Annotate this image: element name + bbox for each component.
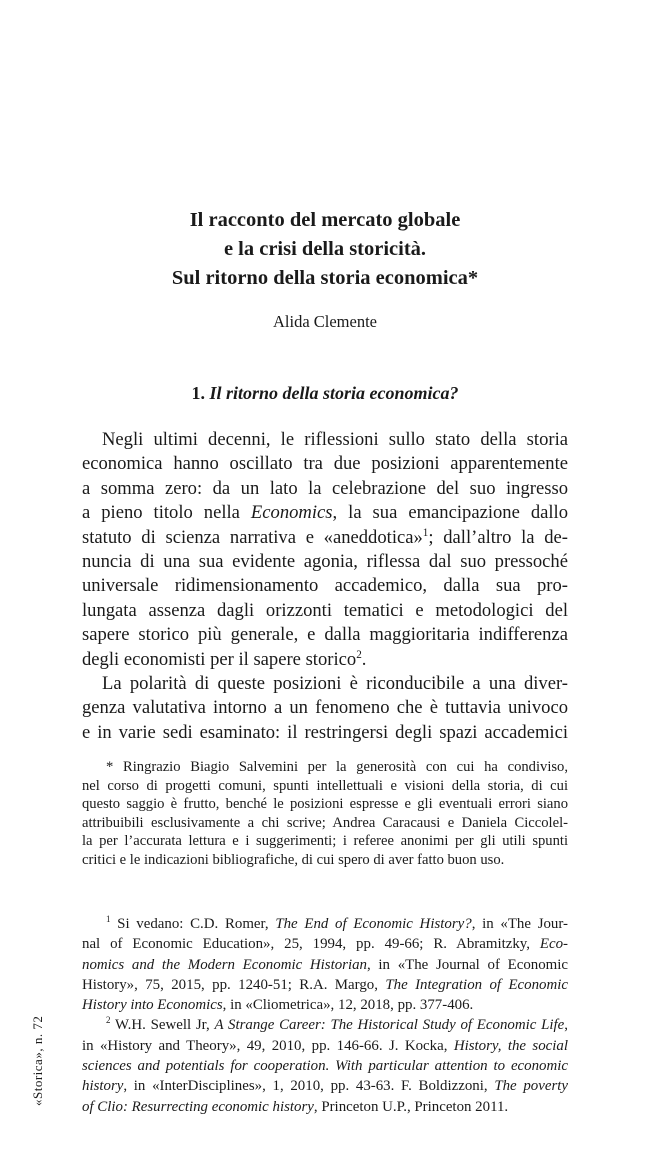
footnote-line: * Ringrazio Biagio Salvemini per la generosità con cui ha condiviso, — [106, 759, 568, 775]
title-line-1: Il racconto del mercato globale — [189, 209, 461, 231]
text-line: genza valutativa intorno a un fenomeno che è tuttavia univoco — [82, 697, 568, 719]
text-run: , — [564, 1017, 568, 1034]
text-run: , in «The Journal of Economic — [366, 956, 568, 973]
footnote-line: critici e le indicazioni bibliografiche, di cui spero di aver fatto buon uso. — [82, 851, 505, 868]
footnote-line: la per l’accurata lettura e i suggerimenti; i referee anonimi per gli utili spunti — [82, 833, 568, 849]
text-line: universale ridimensionamento accademico, dalla sua pro- — [82, 575, 568, 597]
author-name: Alida Clemente — [272, 312, 377, 331]
journal-running-footer: «Storica», n. 72 — [30, 1015, 45, 1106]
title-line-3: Sul ritorno della storia economica* — [171, 267, 479, 289]
italic-run: A Strange Career: The Historical Study of Economic Life — [214, 1017, 565, 1034]
text-line: lungata assenza dagli orizzonti tematici e metodologici del — [82, 599, 568, 621]
footnote-line — [82, 955, 568, 975]
text-run: ; dall’altro la de- — [428, 526, 568, 548]
footnote-number: 1 — [106, 914, 111, 925]
paragraph-2 — [82, 672, 568, 745]
footnote-line — [82, 1076, 568, 1096]
italic-run: Economics — [250, 502, 333, 524]
acknowledgement-footnote — [82, 758, 568, 869]
paragraph-1 — [82, 428, 568, 672]
footnote-1 — [82, 914, 568, 1015]
footnote-line: nel corso di progetti comuni, spunti intellettuali e visioni della storia, di cui — [82, 777, 568, 794]
footnote-ref-2[interactable]: 2 — [356, 648, 362, 661]
footnote-line — [82, 1015, 568, 1035]
title-line-2: e la crisi della storicità. — [223, 238, 427, 260]
text-run: , in «InterDisciplines», 1, 2010, pp. 43-63. F. Boldizzoni, — [123, 1078, 495, 1095]
text-run: statuto di scienza narrativa e «aneddotica» — [82, 526, 423, 548]
text-run: , la sua emancipazione dallo — [332, 502, 568, 524]
text-run: , in «The Jour- — [471, 916, 568, 932]
text-run: in «History and Theory», 49, 2010, pp. 146-66. J. Kocka, — [82, 1037, 454, 1054]
text-run: degli economisti per il sapere storico — [82, 648, 357, 670]
italic-run: The Integration of Economic — [385, 976, 568, 993]
italic-run: The poverty — [494, 1078, 568, 1095]
footnote-ref-1[interactable]: 1 — [422, 526, 429, 539]
footnote-line — [82, 995, 568, 1015]
text-run: nal of Economic Education», 25, 1994, pp. 49-66; R. Abramitzky, — [82, 936, 540, 953]
text-line — [82, 648, 568, 672]
footnote-line: attribuibili esclusivamente a chi scrive; Andrea Caracausi e Daniela Ciccolel- — [82, 814, 568, 831]
italic-run: of Clio: Resurrecting economic history — [82, 1098, 314, 1115]
footnote-line — [82, 934, 568, 954]
text-run: W.H. Sewell Jr, — [110, 1017, 215, 1034]
text-line: a somma zero: da un lato la celebrazione del suo ingresso — [82, 477, 568, 499]
section-heading-text: Il ritorno della storia economica? — [209, 383, 459, 403]
italic-run: history — [82, 1078, 124, 1095]
text-run: , in «Cliometrica», 12, 2018, pp. 377-406. — [222, 997, 474, 1014]
section-heading — [0, 381, 650, 405]
text-line: La polarità di queste posizioni è riconducibile a una diver- — [102, 672, 568, 694]
footnote-line: questo saggio è frutto, benché le posizioni espresse e gli eventuali errori siano — [82, 796, 568, 812]
footnote-line — [82, 914, 568, 934]
text-line: sapere storico più generale, e dalla maggioritaria indifferenza — [82, 624, 568, 646]
italic-run: sciences and potentials for cooperation. With particular attention to economic — [82, 1058, 568, 1075]
text-run: . — [361, 648, 367, 670]
text-line — [82, 526, 568, 550]
footnote-line — [82, 1036, 568, 1056]
numbered-footnotes — [82, 914, 568, 1117]
footnote-number: 2 — [106, 1015, 111, 1026]
text-line: nuncia di una sua evidente agonia, riflessa dal suo pressoché — [82, 550, 568, 572]
italic-run: nomics and the Modern Economic Historian — [82, 956, 367, 973]
italic-run: History into Economics — [82, 997, 223, 1014]
footnote-2 — [82, 1015, 568, 1116]
article-title — [0, 206, 650, 293]
section-number: 1. — [191, 383, 205, 403]
italic-run: History, the social — [453, 1037, 568, 1054]
text-line: e in varie sedi esaminato: il restringersi degli spazi accademici — [82, 721, 568, 743]
text-run: Si vedano: C.D. Romer, — [110, 916, 276, 932]
text-run: a pieno titolo nella — [82, 502, 251, 524]
text-line: Negli ultimi decenni, le riflessioni sullo stato della storia — [102, 429, 568, 450]
italic-run: Eco- — [539, 936, 568, 953]
footnote-line — [82, 1056, 568, 1076]
italic-run: The End of Economic History? — [275, 916, 472, 932]
footnote-line — [82, 1097, 568, 1117]
text-line: economica hanno oscillato tra due posizioni apparentemente — [82, 453, 568, 475]
footnote-line — [82, 975, 568, 995]
text-line — [82, 501, 568, 525]
body-text — [82, 428, 568, 745]
text-run: , Princeton U.P., Princeton 2011. — [313, 1098, 509, 1115]
text-run: History», 75, 2015, pp. 1240-51; R.A. Margo, — [82, 976, 386, 993]
